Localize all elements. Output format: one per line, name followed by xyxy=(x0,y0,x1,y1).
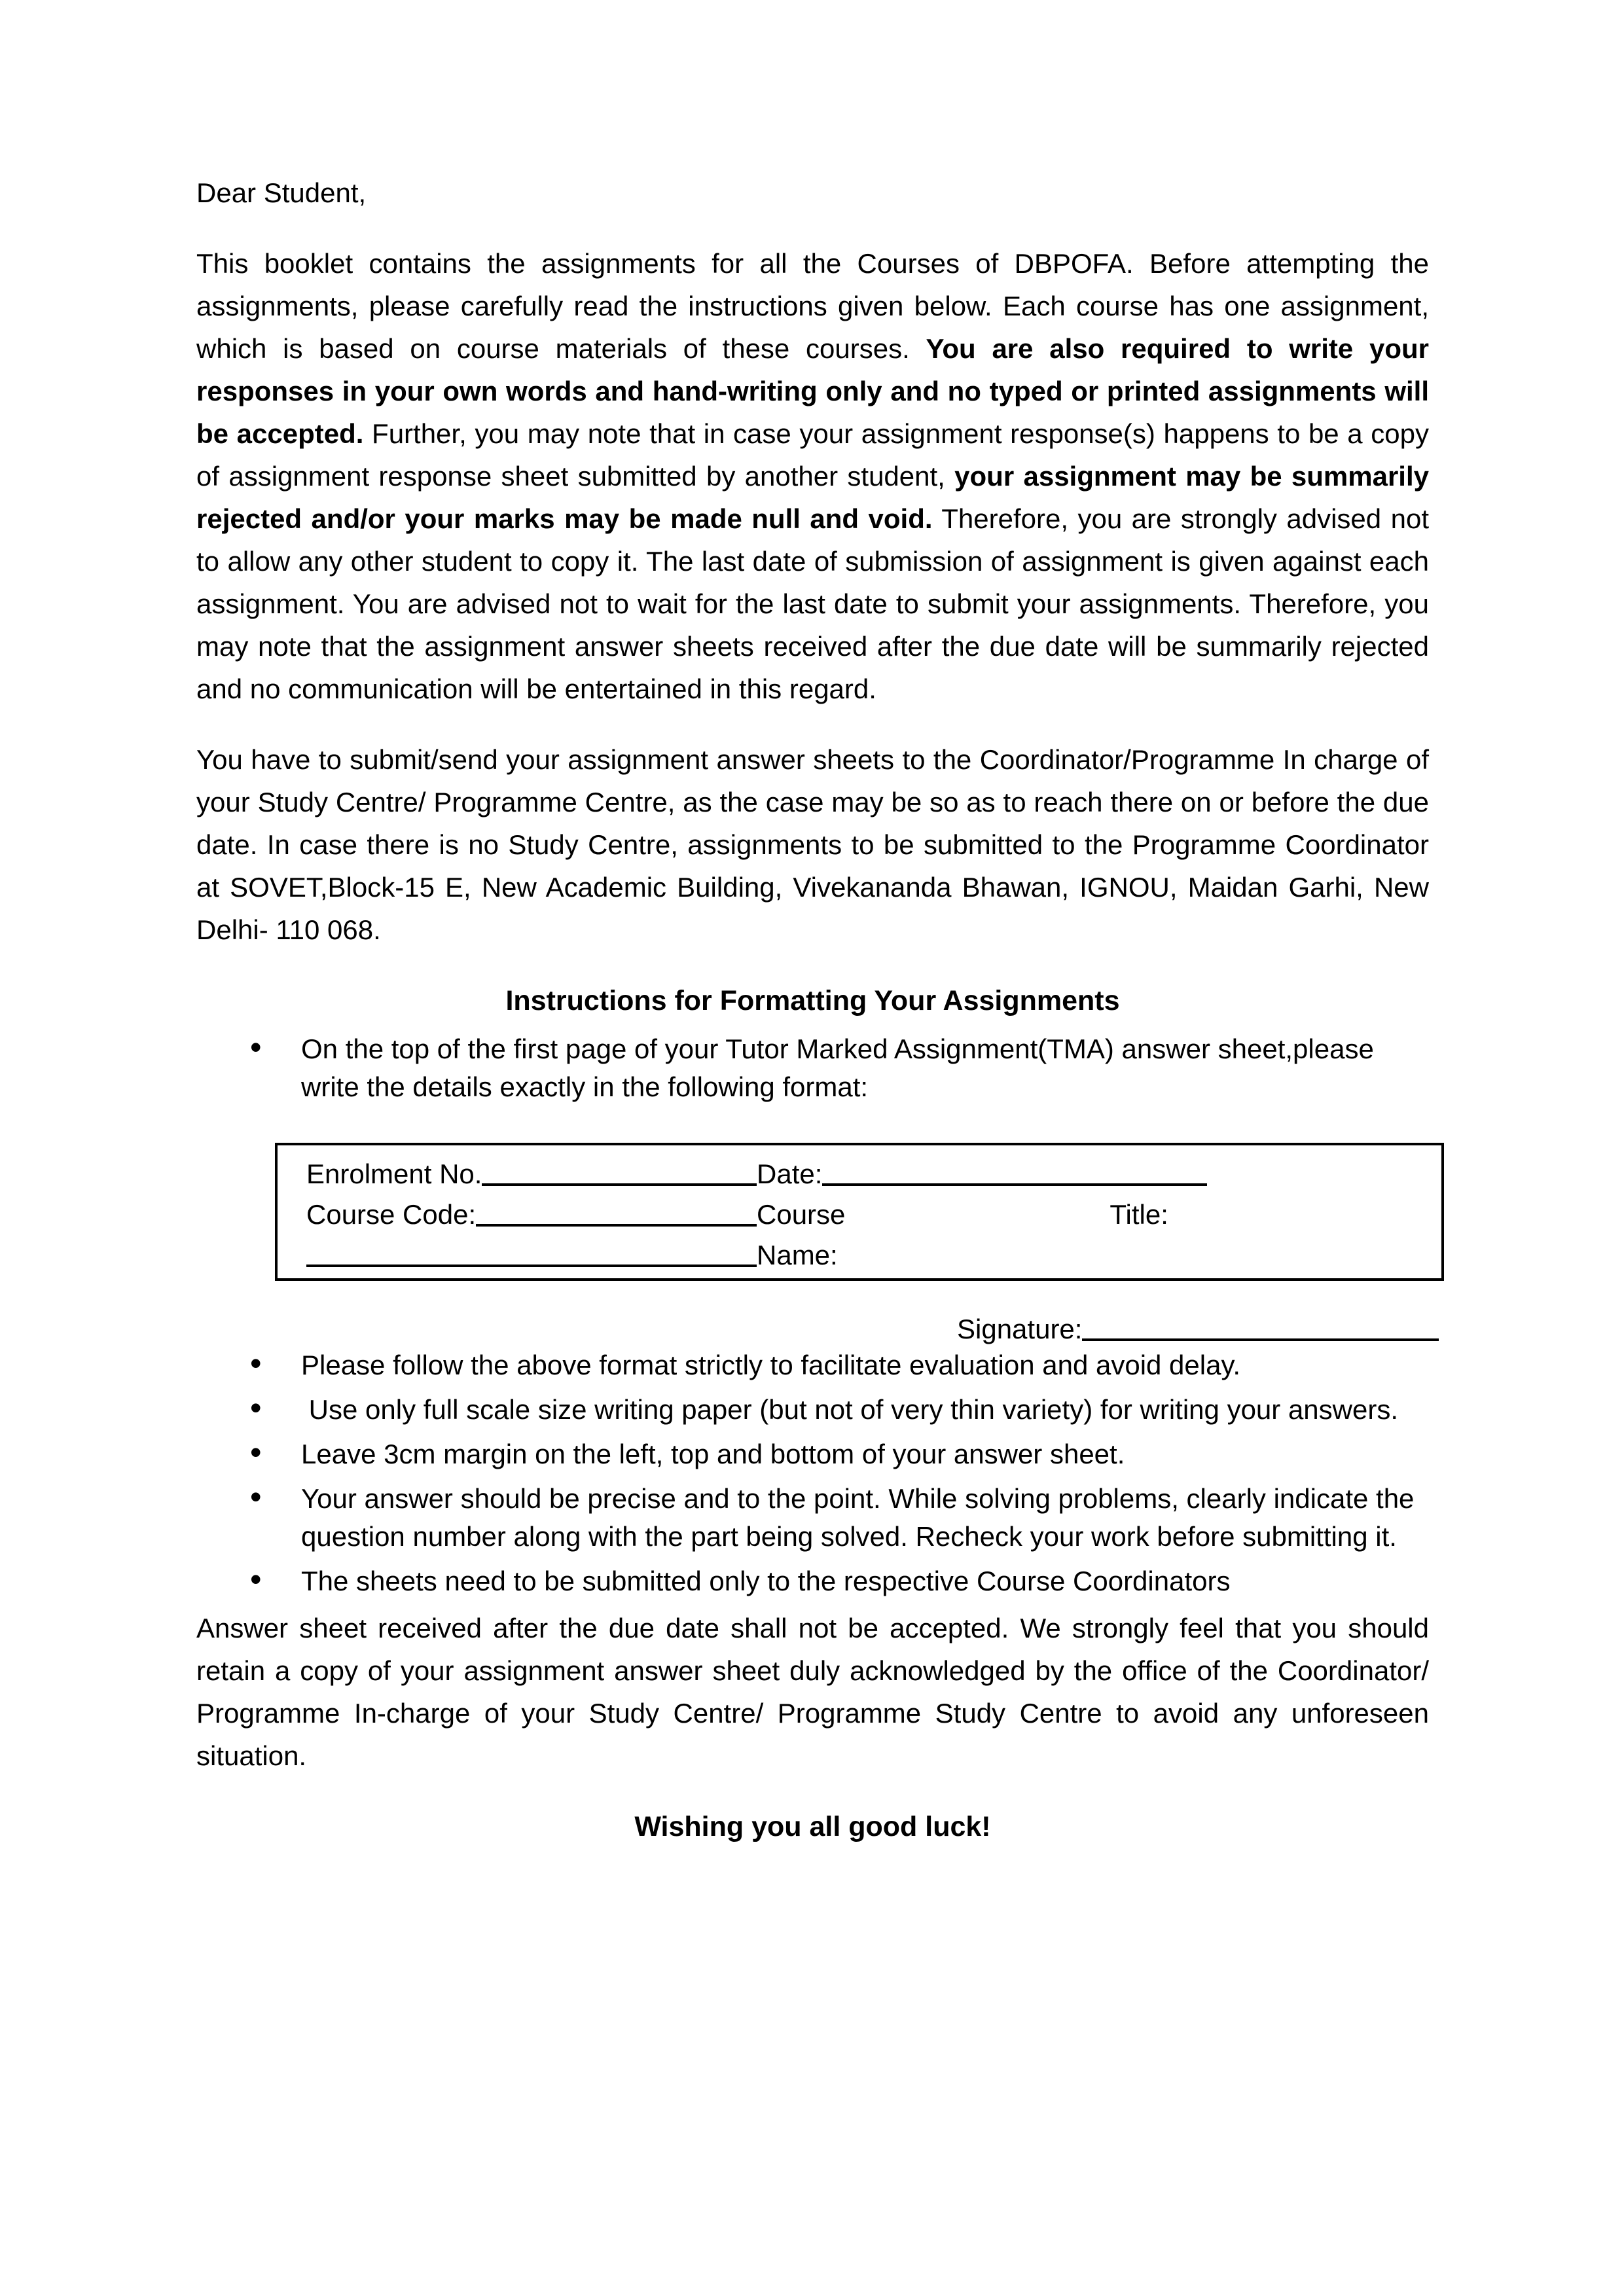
course-label: Course xyxy=(757,1199,846,1230)
instruction-item-margin: • Leave 3cm margin on the left, top and bottom of your answer sheet. xyxy=(196,1435,1429,1473)
enrolment-underline xyxy=(482,1182,757,1186)
name-label: Name: xyxy=(757,1240,838,1270)
format-box-row-3 xyxy=(306,1232,1415,1272)
instruction-item-precise: • Your answer should be precise and to the point. While solving problems, clearly indicate the question number along with the part being solved. Recheck your work before submitting it. xyxy=(196,1480,1429,1556)
signature-row xyxy=(957,1312,1439,1346)
signature-label: Signature: xyxy=(957,1314,1083,1344)
instruction-item-coordinators: • The sheets need to be submitted only to the respective Course Coordinators xyxy=(196,1562,1429,1600)
date-label: Date: xyxy=(757,1158,823,1189)
formatting-heading: Instructions for Formatting Your Assignments xyxy=(505,985,1120,1016)
format-instruction-list xyxy=(196,1030,1429,1106)
format-instruction-item: • On the top of the first page of your Tutor Marked Assignment(TMA) answer sheet,please write the details exactly in the following format: xyxy=(196,1030,1429,1106)
submission-paragraph: You have to submit/send your assignment answer sheets to the Coordinator/Programme In charge of your Study Centre/ Programme Centre, as the case may be so as to reach there on or before the due date. In case there is no Study Centre, assignments to be submitted to the Programme Coordinator at SOVET,Block-15 E, New Academic Building, Vivekananda Bhawan, IGNOU, Maidan Garhi, New Delhi- 110 068. xyxy=(196,744,1429,945)
intro-text-3: Therefore, you are strongly advised not to allow any other student to copy it. The last date of submission of assignment is given against each assignment. You are advised not to wait for the last date to submit your assignments. Therefore, you may note that the assignment answer sheets received after the due date will be summarily rejected and no communication will be entertained in this regard. xyxy=(196,503,1429,704)
date-underline xyxy=(822,1182,1207,1186)
course-code-underline xyxy=(476,1223,757,1227)
format-box xyxy=(275,1143,1444,1281)
intro-bold-2: your assignment may be summarily rejected and/or your marks may be made null and void. xyxy=(196,461,1429,534)
intro-bold-1: You are also required to write your responses in your own words and hand-writing only and no typed or printed assignments will be accepted. xyxy=(196,333,1429,449)
format-box-row-1 xyxy=(306,1151,1415,1191)
instruction-item-format: • Please follow the above format strictly to facilitate evaluation and avoid delay. xyxy=(196,1346,1429,1384)
course-code-label: Course Code: xyxy=(306,1199,477,1230)
good-luck-text: Wishing you all good luck! xyxy=(634,1811,991,1842)
document-content xyxy=(196,171,1429,1848)
intro-text-2: Further, you may note that in case your assignment response(s) happens to be a copy of assignment response sheet submitted by another student, xyxy=(196,418,1429,492)
course-title-label: Title: xyxy=(1110,1199,1168,1230)
intro-text-1: This booklet contains the assignments for all the Courses of DBPOFA. Before attempting the assignments, please carefully read the instructions given below. Each course has one assignment, which is based on course materials of these courses. xyxy=(196,248,1429,364)
salutation: Dear Student, xyxy=(196,177,367,208)
enrolment-label: Enrolment No. xyxy=(306,1158,482,1189)
instructions-list xyxy=(196,1346,1429,1600)
format-box-row-2 xyxy=(306,1191,1415,1232)
instruction-item-paper: • Use only full scale size writing paper (but not of very thin variety) for writing your answers. xyxy=(196,1391,1429,1429)
intro-paragraph xyxy=(196,242,1429,710)
name-underline xyxy=(306,1263,757,1267)
signature-underline xyxy=(1082,1337,1439,1341)
closing-paragraph: Answer sheet received after the due date shall not be accepted. We strongly feel that you should retain a copy of your assignment answer sheet duly acknowledged by the office of the Coordinator/ Programme In-charge of your Study Centre/ Programme Study Centre to avoid any unforeseen situation. xyxy=(196,1613,1429,1771)
